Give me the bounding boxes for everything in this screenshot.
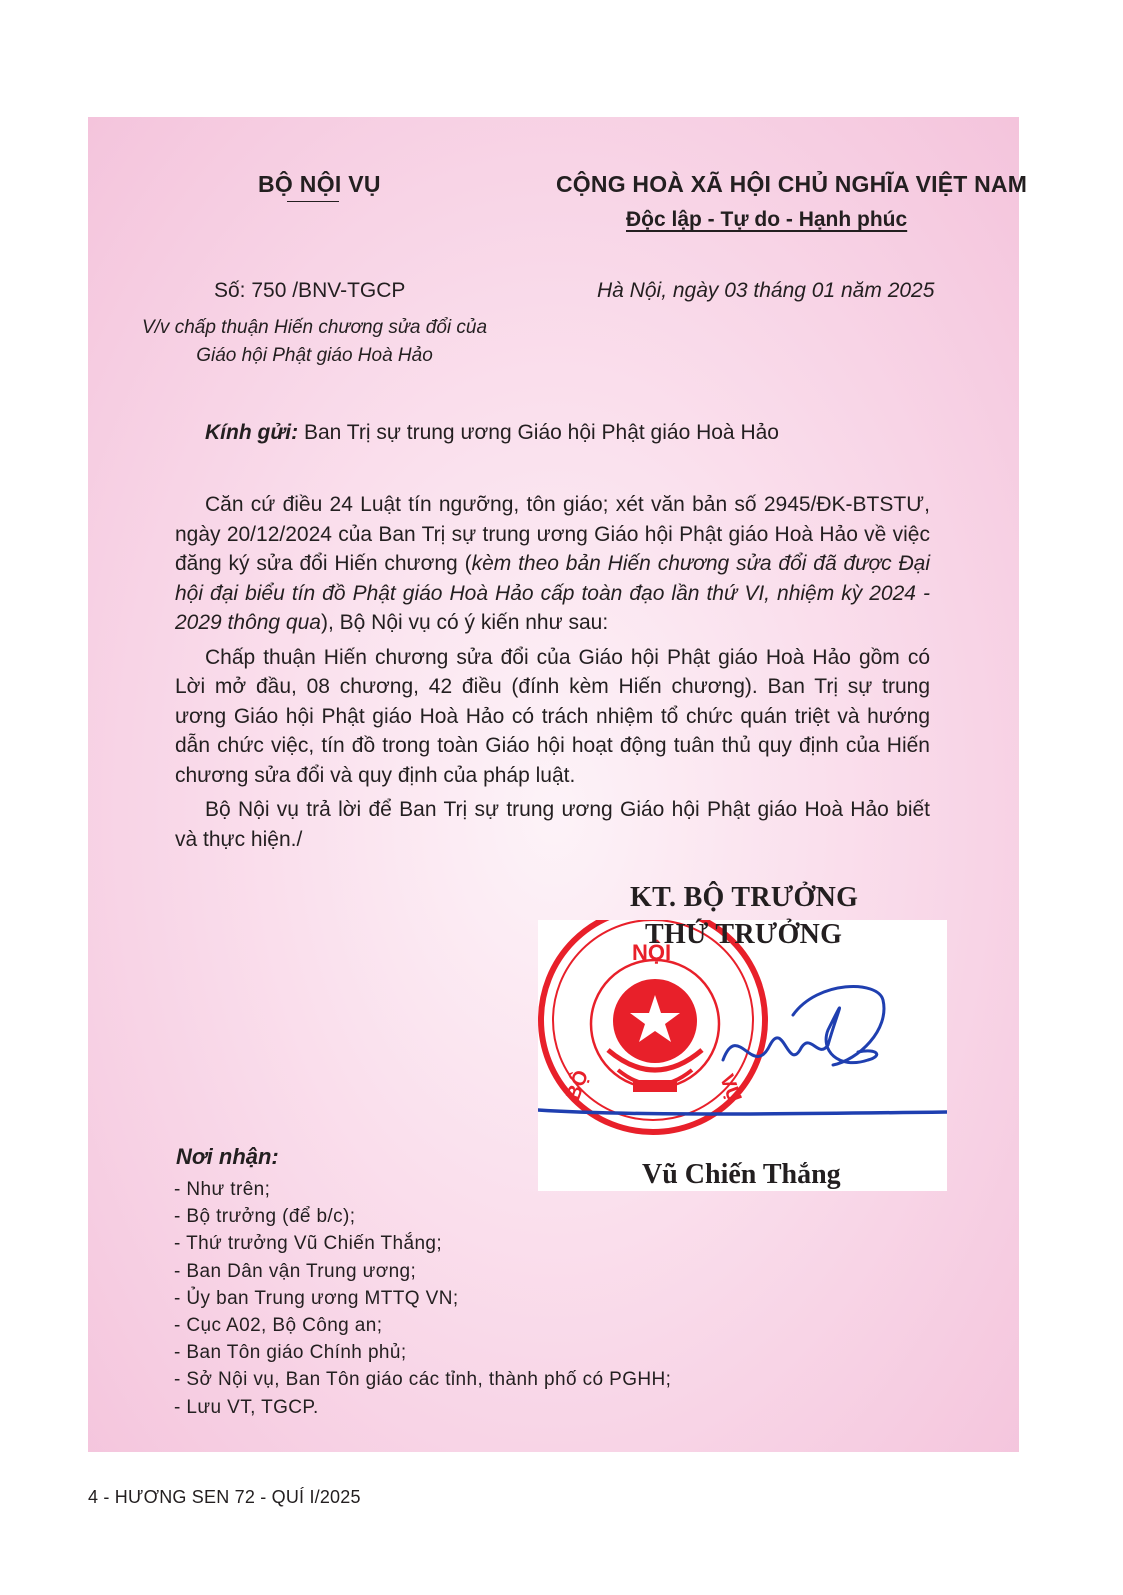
recipient-line bbox=[205, 421, 779, 445]
recipient-label: Kính gửi: bbox=[205, 421, 299, 444]
document-body bbox=[175, 490, 930, 859]
list-item: - Bộ trưởng (để b/c); bbox=[174, 1206, 356, 1228]
body-paragraph-1: Căn cứ điều 24 Luật tín ngưỡng, tôn giáo; xét văn bản số 2945/ĐK-BTSTƯ, ngày 20/12/2024 của Ban Trị sự trung ương Giáo hội Phật giáo Hoà Hảo về việc đăng ký sửa đổi Hiến chương (kèm theo bản Hiến chương sửa đổi đã được Đại hội đại biểu tín đồ Phật giáo Hoà Hảo cấp toàn đạo lần thứ VI, nhiệm kỳ 2024 - 2029 thông qua), Bộ Nội vụ có ý kiến như sau: bbox=[175, 493, 930, 634]
recipient-value: Ban Trị sự trung ương Giáo hội Phật giáo Hoà Hảo bbox=[303, 421, 779, 444]
list-item: - Thứ trưởng Vũ Chiến Thắng; bbox=[174, 1233, 443, 1255]
document-number: Số: 750 /BNV-TGCP bbox=[214, 279, 406, 302]
list-item: - Ban Dân vận Trung ương; bbox=[174, 1260, 417, 1282]
page-footer: 4 - HƯƠNG SEN 72 - QUÍ I/2025 bbox=[88, 1487, 361, 1507]
issuing-agency: BỘ NỘI VỤ bbox=[258, 171, 381, 197]
document-date: Hà Nội, ngày 03 tháng 01 năm 2025 bbox=[597, 279, 935, 302]
list-item: - Như trên; bbox=[174, 1179, 271, 1200]
national-motto: Độc lập - Tự do - Hạnh phúc bbox=[626, 208, 908, 231]
distribution-title: Nơi nhận: bbox=[176, 1144, 279, 1169]
list-item: - Ban Tôn giáo Chính phủ; bbox=[174, 1342, 407, 1364]
list-item: - Cục A02, Bộ Công an; bbox=[174, 1315, 383, 1337]
svg-text:BỘ: BỘ bbox=[562, 1067, 594, 1104]
svg-text:VỤ: VỤ bbox=[715, 1071, 746, 1106]
signatory-name: Vũ Chiến Thắng bbox=[642, 1159, 841, 1190]
list-item: - Ủy ban Trung ương MTTQ VN; bbox=[174, 1287, 459, 1309]
official-seal bbox=[541, 920, 765, 1132]
list-item: - Lưu VT, TGCP. bbox=[174, 1396, 319, 1418]
national-title: CỘNG HOÀ XÃ HỘI CHỦ NGHĨA VIỆT NAM bbox=[556, 171, 1028, 197]
signature-subtitle: THỨ TRƯỞNG bbox=[645, 919, 843, 950]
body-paragraph-2: Chấp thuận Hiến chương sửa đổi của Giáo hội Phật giáo Hoà Hảo gồm có Lời mở đầu, 08 chương, 42 điều (đính kèm Hiến chương). Ban Trị sự trung ương Giáo hội Phật giáo Hoà Hảo có trách nhiệm tổ chức quán triệt và hướng dẫn chức việc, tín đồ trong toàn Giáo hội hoạt động tuân thủ quy định của Hiến chương sửa đổi và quy định của pháp luật. bbox=[175, 645, 930, 787]
list-item: - Sở Nội vụ, Ban Tôn giáo các tỉnh, thành phố có PGHH; bbox=[174, 1369, 672, 1391]
agency-underline bbox=[287, 201, 339, 202]
distribution-list bbox=[174, 1176, 671, 1421]
document-subject: V/v chấp thuận Hiến chương sửa đổi của Giáo hội Phật giáo Hoà Hảo bbox=[141, 317, 488, 366]
body-paragraph-3: Bộ Nội vụ trả lời để Ban Trị sự trung ương Giáo hội Phật giáo Hoà Hảo biết và thực hiện./ bbox=[175, 798, 930, 851]
official-seal-and-signature bbox=[538, 920, 947, 1191]
svg-text:NỘI: NỘI bbox=[632, 940, 672, 965]
signature-title: KT. BỘ TRƯỞNG bbox=[630, 882, 859, 913]
